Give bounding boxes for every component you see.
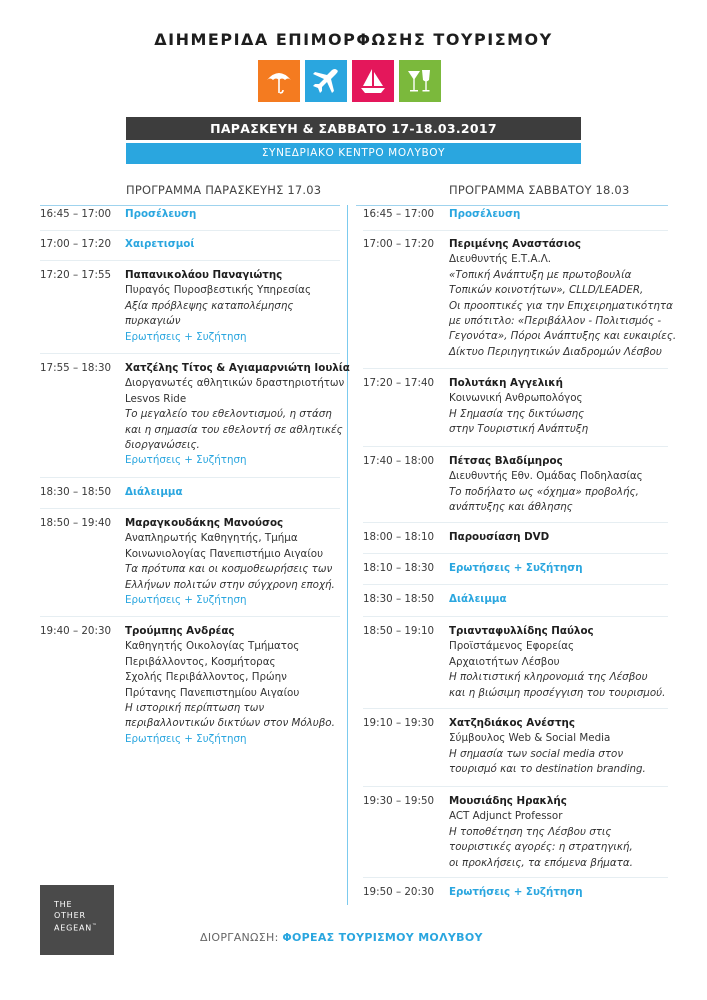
entry-topic: Το ποδήλατο ως «όχημα» προβολής, bbox=[449, 485, 639, 498]
entry-body bbox=[449, 794, 707, 871]
entry-body bbox=[449, 376, 707, 438]
entry-body bbox=[125, 207, 350, 222]
entry-topic: ανάπτυξης και άθλησης bbox=[449, 501, 573, 514]
entry-qa: Ερωτήσεις + Συζήτηση bbox=[125, 330, 247, 343]
entry-divider bbox=[363, 446, 668, 447]
entry-affiliation: ACT Adjunct Professor bbox=[449, 810, 563, 823]
entry-body bbox=[449, 592, 707, 607]
entry-speaker: Τριανταφυλλίδης Παύλος bbox=[449, 625, 594, 637]
entry-divider bbox=[363, 877, 668, 878]
entry-topic: Η ιστορική περίπτωση των bbox=[125, 702, 265, 715]
entry-body bbox=[449, 885, 707, 900]
entry-divider bbox=[40, 508, 340, 509]
airplane-icon bbox=[305, 60, 347, 102]
the-other-aegean-logo: THE OTHER AEGEAN™ bbox=[40, 885, 114, 955]
entry-highlight: Προσέλευση bbox=[449, 208, 521, 220]
entry-highlight: Προσέλευση bbox=[125, 208, 197, 220]
entry-topic: τουριστικές αγορές: η στρατηγική, bbox=[449, 841, 633, 854]
entry-topic: τουρισμό και το destination branding. bbox=[449, 763, 646, 776]
friday-heading-rule bbox=[40, 205, 340, 206]
organizer-name: ΦΟΡΕΑΣ ΤΟΥΡΙΣΜΟΥ ΜΟΛΥΒΟΥ bbox=[282, 931, 483, 944]
entry-speaker: Παπανικολάου Παναγιώτης bbox=[125, 269, 283, 281]
entry-time: 18:00 – 18:10 bbox=[363, 531, 435, 543]
entry-time: 16:45 – 17:00 bbox=[363, 208, 435, 220]
entry-time: 17:20 – 17:40 bbox=[363, 377, 435, 389]
organizer-credit bbox=[200, 931, 483, 944]
entry-highlight: Διάλειμμα bbox=[125, 486, 183, 498]
entry-topic: Αξία πρόβλεψης καταπολέμησης bbox=[125, 299, 294, 312]
entry-body bbox=[125, 361, 350, 469]
entry-topic: Ελλήνων πολιτών στην σύγχρονη εποχή. bbox=[125, 578, 335, 591]
entry-divider bbox=[40, 260, 340, 261]
entry-body bbox=[449, 454, 707, 516]
entry-divider bbox=[40, 477, 340, 478]
entry-body bbox=[449, 624, 707, 701]
entry-highlight: Χαιρετισμοί bbox=[125, 238, 195, 250]
entry-divider bbox=[363, 368, 668, 369]
entry-affiliation: Αναπληρωτής Καθηγητής, Τμήμα bbox=[125, 532, 298, 545]
entry-time: 17:40 – 18:00 bbox=[363, 455, 435, 467]
entry-body bbox=[125, 485, 350, 500]
entry-highlight: Ερωτήσεις + Συζήτηση bbox=[449, 562, 583, 574]
entry-time: 19:10 – 19:30 bbox=[363, 717, 435, 729]
entry-topic: Η τοποθέτηση της Λέσβου στις bbox=[449, 825, 612, 838]
entry-divider bbox=[363, 230, 668, 231]
entry-divider bbox=[363, 553, 668, 554]
entry-divider bbox=[363, 786, 668, 787]
entry-topic: και η σημασία του εθελοντή σε αθλητικές bbox=[125, 423, 343, 436]
entry-time: 16:45 – 17:00 bbox=[40, 208, 112, 220]
entry-highlight: Διάλειμμα bbox=[449, 593, 507, 605]
entry-affiliation: Διοργανωτές αθλητικών δραστηριοτήτων bbox=[125, 377, 345, 390]
entry-affiliation: Lesvos Ride bbox=[125, 392, 187, 405]
entry-body bbox=[449, 237, 707, 360]
organizer-label: ΔΙΟΡΓΑΝΩΣΗ: bbox=[200, 931, 279, 944]
beach-umbrella-icon bbox=[258, 60, 300, 102]
entry-affiliation: Κοινωνιολογίας Πανεπιστήμιο Αιγαίου bbox=[125, 547, 324, 560]
entry-topic: περιβαλλοντικών δικτύων στον Μόλυβο. bbox=[125, 717, 335, 730]
entry-speaker: Τρούμπης Ανδρέας bbox=[125, 625, 235, 637]
saturday-program-heading: ΠΡΟΓΡΑΜΜΑ ΣΑΒΒΑΤΟΥ 18.03 bbox=[449, 183, 630, 197]
entry-affiliation: Αρχαιοτήτων Λέσβου bbox=[449, 655, 560, 668]
sailboat-icon bbox=[352, 60, 394, 102]
entry-divider bbox=[363, 522, 668, 523]
entry-affiliation: Σχολής Περιβάλλοντος, Πρώην bbox=[125, 671, 287, 684]
entry-time: 19:50 – 20:30 bbox=[363, 886, 435, 898]
entry-divider bbox=[40, 616, 340, 617]
entry-speaker: Μαραγκουδάκης Μανούσος bbox=[125, 517, 284, 529]
entry-qa: Ερωτήσεις + Συζήτηση bbox=[125, 454, 247, 467]
entry-affiliation: Διευθυντής Εθν. Ομάδας Ποδηλασίας bbox=[449, 470, 643, 483]
entry-affiliation: Πρύτανης Πανεπιστημίου Αιγαίου bbox=[125, 686, 300, 699]
entry-topic: Τα πρότυπα και οι κοσμοθεωρήσεις των bbox=[125, 563, 333, 576]
entry-topic: οι προκλήσεις, τα επόμενα βήματα. bbox=[449, 856, 633, 869]
entry-speaker: Μουσιάδης Ηρακλής bbox=[449, 795, 567, 807]
entry-time: 17:00 – 17:20 bbox=[363, 238, 435, 250]
entry-divider bbox=[363, 616, 668, 617]
entry-affiliation: Κοινωνική Ανθρωπολόγος bbox=[449, 392, 583, 405]
entry-topic: Οι προοπτικές για την Επιχειρηματικότητα bbox=[449, 299, 673, 312]
entry-speaker: Πολυτάκη Αγγελική bbox=[449, 377, 563, 389]
entry-topic: Η σημασία των social media στον bbox=[449, 747, 624, 760]
entry-time: 18:10 – 18:30 bbox=[363, 562, 435, 574]
entry-affiliation: Διευθυντής Ε.Τ.Α.Λ. bbox=[449, 253, 552, 266]
entry-divider bbox=[40, 353, 340, 354]
friday-program-heading: ΠΡΟΓΡΑΜΜΑ ΠΑΡΑΣΚΕΥΗΣ 17.03 bbox=[126, 183, 322, 197]
saturday-heading-rule bbox=[356, 205, 668, 206]
entry-time: 19:40 – 20:30 bbox=[40, 625, 112, 637]
entry-speaker: Χατζηδιάκος Ανέστης bbox=[449, 717, 575, 729]
entry-topic: «Τοπική Ανάπτυξη με πρωτοβουλία bbox=[449, 268, 632, 281]
entry-topic: Η Σημασία της δικτύωσης bbox=[449, 407, 585, 420]
entry-body bbox=[125, 624, 350, 747]
entry-speaker: Περιμένης Αναστάσιος bbox=[449, 238, 582, 250]
entry-body bbox=[449, 716, 707, 778]
entry-affiliation: Σύμβουλος Web & Social Media bbox=[449, 732, 611, 745]
entry-topic: Τοπικών κοινοτήτων», CLLD/LEADER, bbox=[449, 284, 644, 297]
entry-time: 18:50 – 19:10 bbox=[363, 625, 435, 637]
entry-topic: διοργανώσεις. bbox=[125, 439, 200, 452]
entry-time: 17:55 – 18:30 bbox=[40, 362, 112, 374]
entry-topic: Γεγονότα», Πόροι Ανάπτυξης και ευκαιρίες. bbox=[449, 330, 677, 343]
entry-topic: πυρκαγιών bbox=[125, 315, 181, 328]
entry-affiliation: Πυραγός Πυροσβεστικής Υπηρεσίας bbox=[125, 284, 312, 297]
entry-time: 18:50 – 19:40 bbox=[40, 517, 112, 529]
entry-body bbox=[125, 268, 350, 345]
drinks-icon bbox=[399, 60, 441, 102]
entry-time: 17:20 – 17:55 bbox=[40, 269, 112, 281]
entry-affiliation: Καθηγητής Οικολογίας Τμήματος bbox=[125, 640, 300, 653]
entry-highlight: Ερωτήσεις + Συζήτηση bbox=[449, 886, 583, 898]
entry-time: 19:30 – 19:50 bbox=[363, 795, 435, 807]
entry-divider bbox=[363, 708, 668, 709]
entry-divider bbox=[363, 584, 668, 585]
entry-body bbox=[125, 516, 350, 608]
entry-topic: και η βιώσιμη προσέγγιση του τουρισμού. bbox=[449, 686, 666, 699]
entry-topic: στην Τουριστική Ανάπτυξη bbox=[449, 423, 589, 436]
entry-affiliation: Περιβάλλοντος, Κοσμήτορας bbox=[125, 655, 276, 668]
entry-speaker: Χατζέλης Τίτος & Αγιαμαρνιώτη Ιουλία bbox=[125, 362, 350, 374]
entry-divider bbox=[40, 230, 340, 231]
entry-time: 18:30 – 18:50 bbox=[40, 486, 112, 498]
entry-topic: με υπότιτλο: «Περιβάλλον - Πολιτισμός - bbox=[449, 315, 662, 328]
entry-body bbox=[449, 530, 707, 545]
venue-banner: ΣΥΝΕΔΡΙΑΚΟ ΚΕΝΤΡΟ ΜΟΛΥΒΟΥ bbox=[126, 143, 581, 164]
entry-time: 17:00 – 17:20 bbox=[40, 238, 112, 250]
category-icons bbox=[258, 60, 441, 102]
entry-topic: Η πολιτιστική κληρονομιά της Λέσβου bbox=[449, 671, 648, 684]
entry-time: 18:30 – 18:50 bbox=[363, 593, 435, 605]
entry-speaker: Παρουσίαση DVD bbox=[449, 531, 550, 543]
entry-topic: Το μεγαλείο του εθελοντισμού, η στάση bbox=[125, 408, 332, 421]
entry-body bbox=[449, 561, 707, 576]
entry-body bbox=[125, 237, 350, 252]
entry-qa: Ερωτήσεις + Συζήτηση bbox=[125, 594, 247, 607]
entry-speaker: Πέτσας Βλαδίμηρος bbox=[449, 455, 563, 467]
entry-qa: Ερωτήσεις + Συζήτηση bbox=[125, 732, 247, 745]
entry-body bbox=[449, 207, 707, 222]
page-title: ΔΙΗΜΕΡΙΔΑ ΕΠΙΜΟΡΦΩΣΗΣ ΤΟΥΡΙΣΜΟΥ bbox=[154, 30, 553, 49]
entry-topic: Δίκτυο Περιηγητικών Διαδρομών Λέσβου bbox=[449, 345, 662, 358]
entry-affiliation: Προϊστάμενος Εφορείας bbox=[449, 640, 575, 653]
event-dates-banner: ΠΑΡΑΣΚΕΥΗ & ΣΑΒΒΑΤΟ 17-18.03.2017 bbox=[126, 117, 581, 140]
